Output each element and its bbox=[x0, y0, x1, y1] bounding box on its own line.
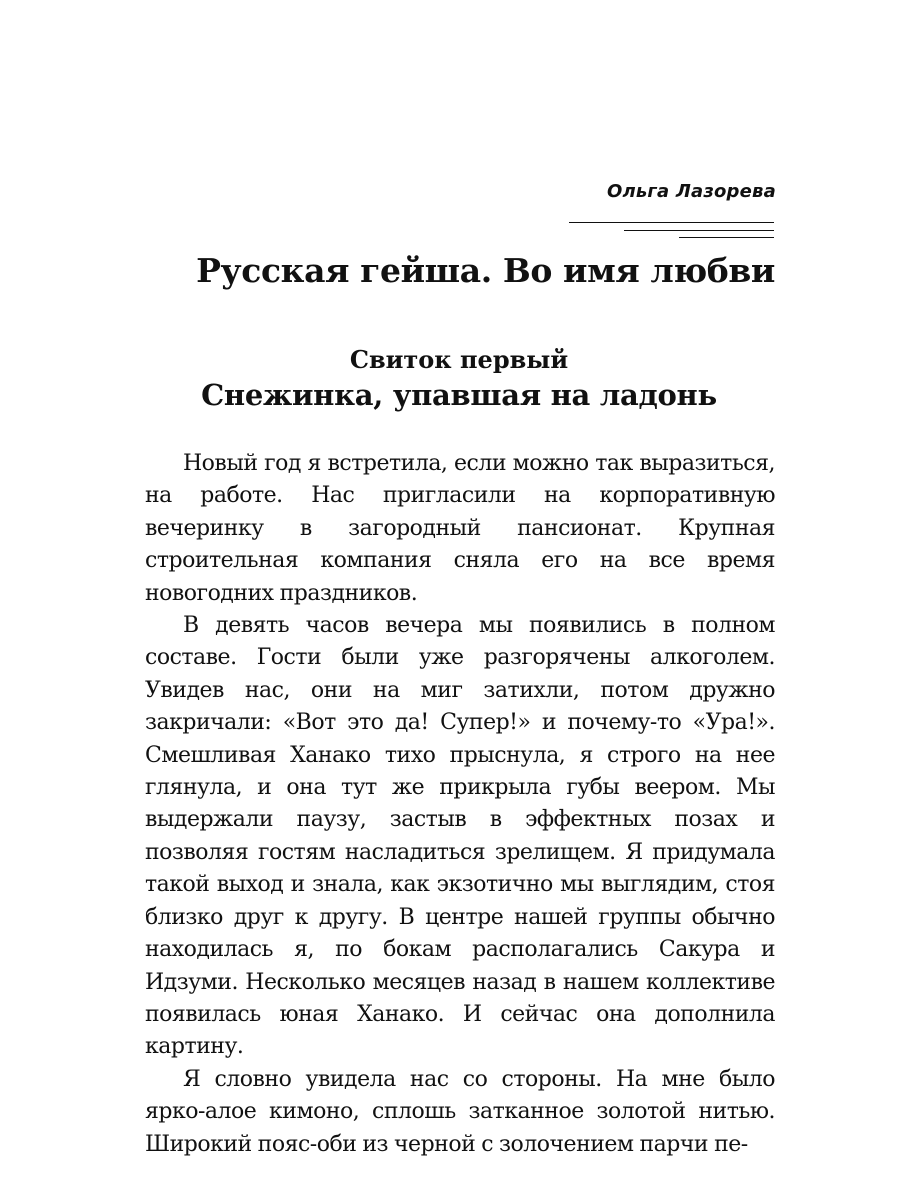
book-title: Русская гейша. Во имя любви bbox=[196, 251, 775, 290]
paragraph: Новый год я встретила, если можно так выразиться, на работе. Нас пригласили на корпоративную вечеринку в загородный пансионат. Крупная строительная компания сняла его на все время новогодних праздников. bbox=[145, 451, 775, 606]
header-rule-long bbox=[569, 222, 774, 223]
paragraph: В девять часов вечера мы появились в полном составе. Гости были уже разгорячены алкоголем. Увидев нас, они на миг затихли, потом дружно закричали: «Вот это да! Супер!» и почему-то «Ура!». Смешливая Ханако тихо прыснула, я строго на нее глянула, и она тут же прикрыла губы веером. Мы выдержали паузу, застыв в эффектных позах и позволяя гостям насладиться зрелищем. Я придумала такой выход и знала, как экзотично мы выглядим, стоя близко друг к другу. В центре нашей группы обычно находилась я, по бокам располагались Сакура и Идзуми. Несколько месяцев назад в нашем коллективе появилась юная Ханако. И сейчас она дополнила картину. bbox=[145, 613, 775, 1060]
chapter-title: Снежинка, упавшая на ладонь bbox=[201, 378, 717, 412]
paragraph: Я словно увидела нас со стороны. На мне было ярко-алое кимоно, сплошь затканное золотой нитью. Широкий пояс-оби из черной с золочением парчи пе- bbox=[145, 1066, 775, 1157]
header-rule-short bbox=[679, 237, 774, 238]
chapter-number: Свиток первый bbox=[349, 345, 569, 374]
author-name: Ольга Лазорева bbox=[606, 181, 776, 202]
header-rule-medium bbox=[624, 230, 774, 231]
body-text bbox=[145, 448, 775, 1161]
